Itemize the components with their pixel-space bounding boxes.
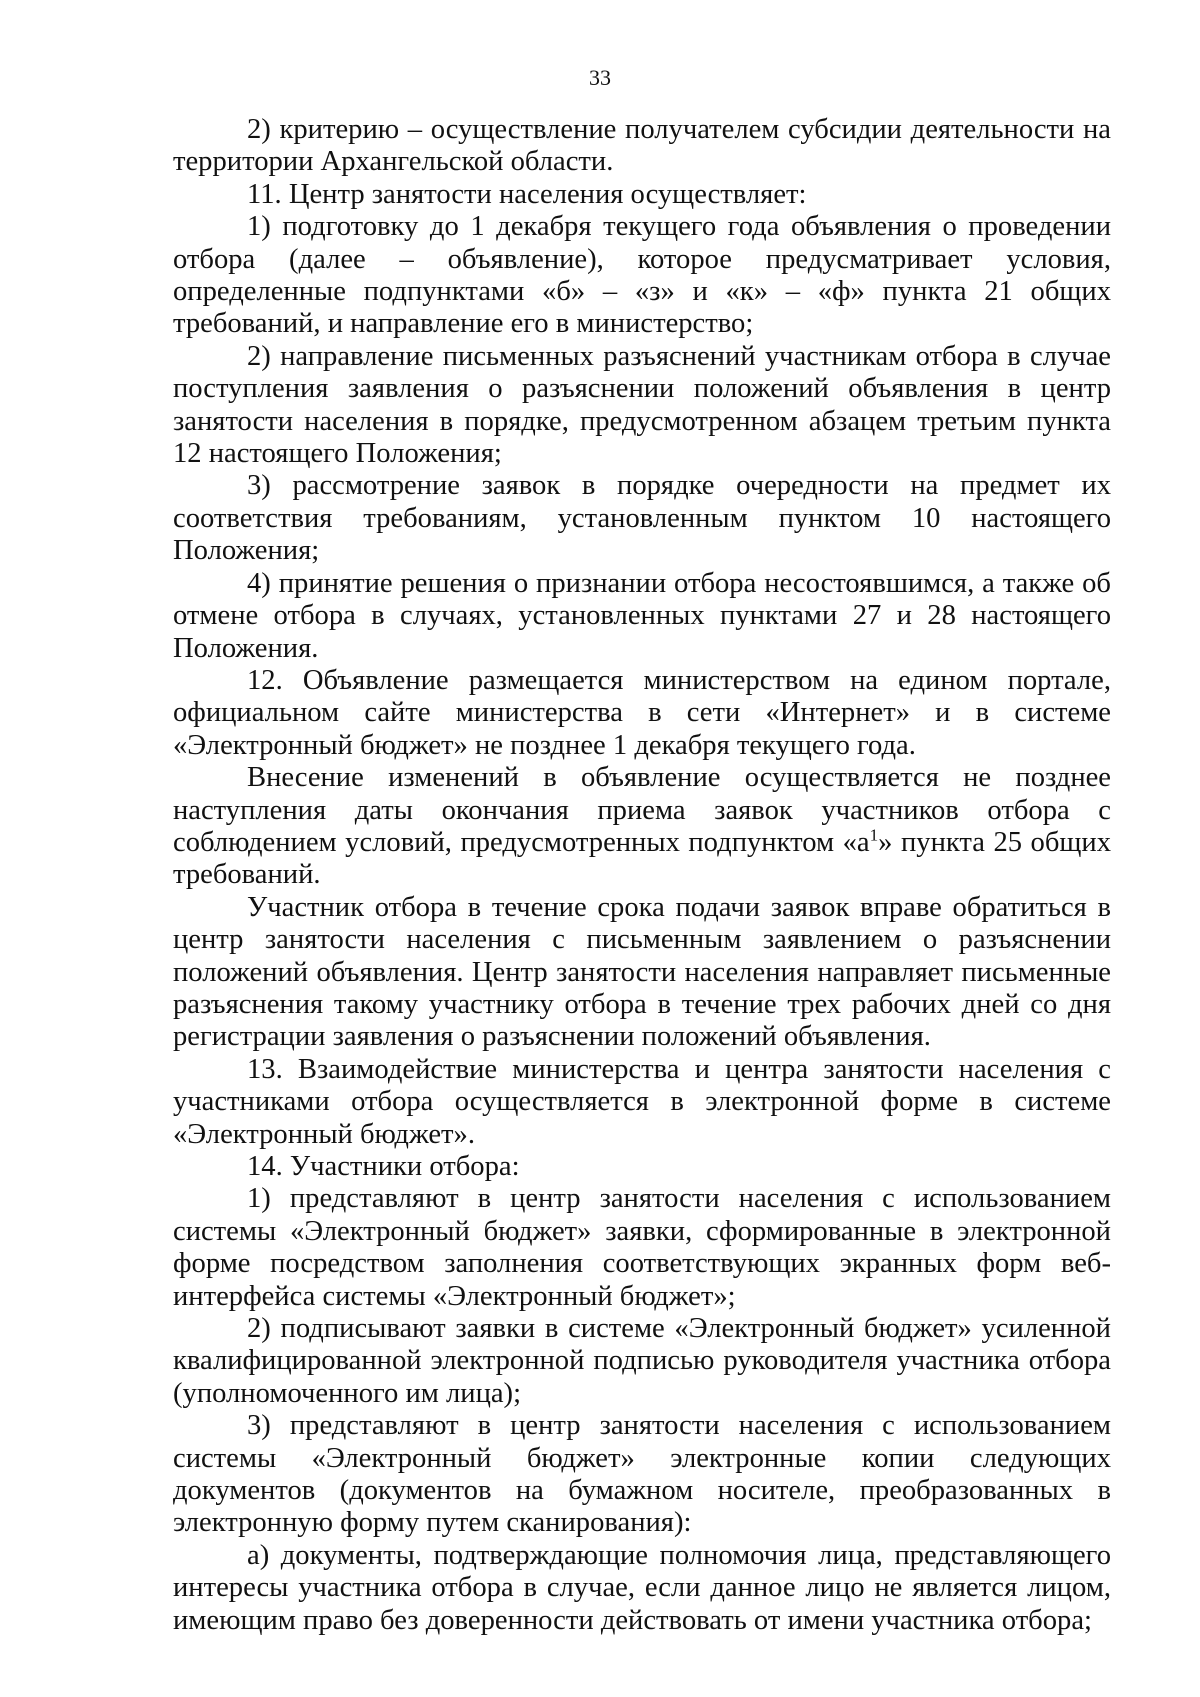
amendments-text-start: Внесение изменений в объявление осуществляется не позднее наступления даты окончания приема заявок участников отбора с соблюдением условий, предусмотренных подпунктом «а bbox=[173, 762, 1111, 858]
paragraph-section-12: 12. Объявление размещается министерством на едином портале, официальном сайте министерства в сети «Интернет» и в системе «Электронный бюджет» не позднее 1 декабря текущего года. bbox=[173, 664, 1111, 761]
page-number: 33 bbox=[589, 65, 611, 90]
paragraph-12-clarification: Участник отбора в течение срока подачи заявок вправе обратиться в центр занятости населения с письменным заявлением о разъяснении положений объявления. Центр занятости населения направляет письменные разъяснения такому участнику отбора в течение трех рабочих дней со дня регистрации заявления о разъяснении положений объявления. bbox=[173, 891, 1111, 1053]
paragraph-14-item-1: 1) представляют в центр занятости населения с использованием системы «Электронный бюджет» заявки, сформированные в электронной форме посредством заполнения соответствующих экранных форм веб-интерфейса системы «Электронный бюджет»; bbox=[173, 1183, 1111, 1312]
paragraph-section-14: 14. Участники отбора: bbox=[247, 1151, 520, 1182]
paragraph-12-amendments bbox=[173, 762, 1111, 892]
paragraph-11-item-2: 2) направление письменных разъяснений участникам отбора в случае поступления заявления о разъяснении положений объявления в центр занятости населения в порядке, предусмотренном абзацем третьим пункта 12 настоящего Положения; bbox=[173, 340, 1111, 470]
paragraph-section-13: 13. Взаимодействие министерства и центра занятости населения с участниками отбора осуществляется в электронной форме в системе «Электронный бюджет». bbox=[173, 1053, 1111, 1150]
paragraph-11-item-1: 1) подготовку до 1 декабря текущего года объявления о проведении отбора (далее – объявление), которое предусматривает условия, определенные подпунктами «б» – «з» и «к» – «ф» пункта 21 общих требований, и направление его в министерство; bbox=[173, 211, 1111, 340]
paragraph-14-item-2: 2) подписывают заявки в системе «Электронный бюджет» усиленной квалифицированной электронной подписью руководителя участника отбора (уполномоченного им лица); bbox=[173, 1313, 1111, 1409]
paragraph-14-item-3a: а) документы, подтверждающие полномочия лица, представляющего интересы участника отбора в случае, если данное лицо не является лицом, имеющим право без доверенности действовать от имени участника отбора; bbox=[173, 1539, 1111, 1636]
paragraph-11-item-4: 4) принятие решения о признании отбора несостоявшимся, а также об отмене отбора в случаях, установленных пунктами 27 и 28 настоящего Положения. bbox=[173, 567, 1111, 664]
footnote-superscript: 1 bbox=[869, 825, 879, 845]
paragraph-14-item-3: 3) представляют в центр занятости населения с использованием системы «Электронный бюджет» электронные копии следующих документов (документов на бумажном носителе, преобразованных в электронную форму путем сканирования): bbox=[173, 1410, 1111, 1539]
document-body bbox=[173, 114, 1111, 1637]
paragraph-criterion-2: 2) критерию – осуществление получателем субсидии деятельности на территории Архангельской области. bbox=[173, 114, 1111, 178]
paragraph-section-11: 11. Центр занятости населения осуществляет: bbox=[247, 178, 807, 210]
amendments-text-end: » пункта 25 общих требований. bbox=[173, 826, 1112, 891]
paragraph-11-item-3: 3) рассмотрение заявок в порядке очередности на предмет их соответствия требованиям, установленным пунктом 10 настоящего Положения; bbox=[173, 470, 1111, 567]
